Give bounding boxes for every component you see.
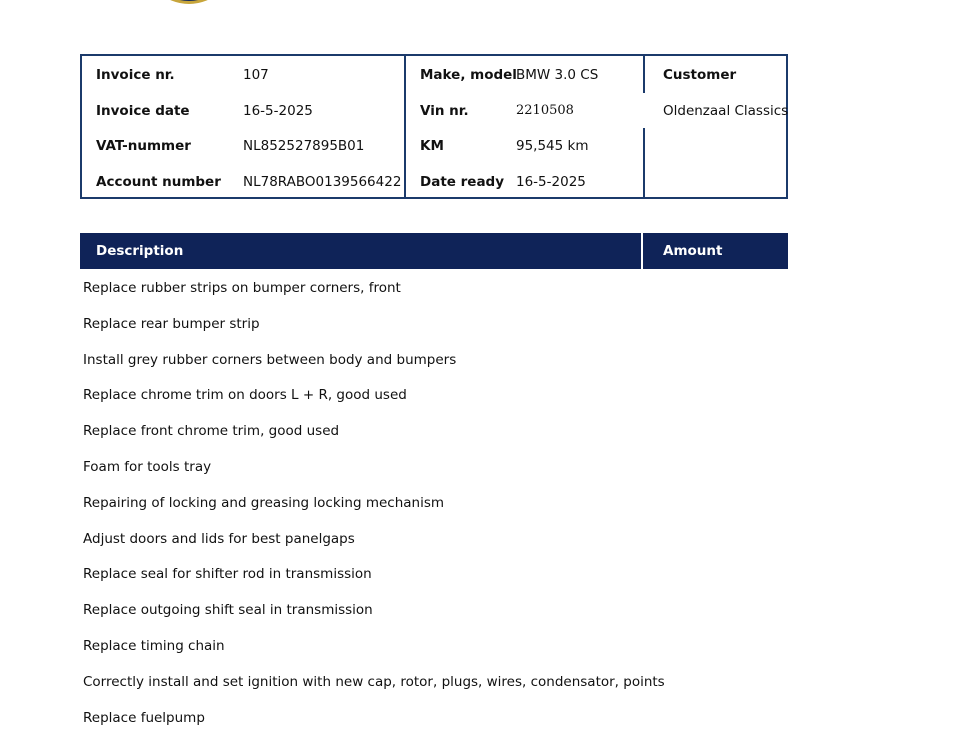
customer-name: Oldenzaal Classics	[663, 103, 789, 119]
line-item: Replace rubber strips on bumper corners, front	[83, 280, 401, 296]
column-divider	[404, 56, 406, 197]
company-logo	[143, 0, 235, 4]
line-item: Correctly install and set ignition with new cap, rotor, plugs, wires, condensator, points	[83, 673, 665, 690]
line-item: Repairing of locking and greasing locking mechanism	[83, 494, 445, 511]
line-item: Foam for tools tray	[83, 458, 212, 475]
invoice-nr-value: 107	[243, 67, 269, 83]
invoice-info-box	[80, 54, 788, 199]
line-item: Replace seal for shifter rod in transmission	[83, 566, 372, 583]
vat-label: VAT-nummer	[96, 138, 191, 154]
line-item: Replace outgoing shift seal in transmission	[83, 602, 373, 619]
line-item: Replace fuelpump	[83, 709, 205, 726]
line-item: Adjust doors and lids for best panelgaps	[83, 530, 355, 547]
invoice-date-value: 16-5-2025	[243, 103, 313, 119]
make-model-label: Make, model	[420, 67, 517, 83]
account-number-label: Account number	[96, 174, 221, 190]
column-divider	[643, 128, 645, 197]
line-item: Replace rear bumper strip	[83, 315, 260, 332]
vat-value: NL852527895B01	[243, 138, 365, 154]
line-item: Replace front chrome trim, good used	[83, 423, 340, 440]
date-ready-value: 16-5-2025	[516, 174, 586, 190]
invoice-nr-label: Invoice nr.	[96, 67, 175, 83]
amount-header: Amount	[663, 243, 723, 259]
description-header: Description	[96, 243, 184, 259]
vin-value: 2210508	[516, 103, 574, 118]
vin-label: Vin nr.	[420, 103, 469, 119]
line-items-header	[80, 233, 788, 269]
km-label: KM	[420, 138, 444, 154]
make-model-value: BMW 3.0 CS	[516, 67, 599, 83]
invoice-date-label: Invoice date	[96, 103, 190, 119]
line-items-list	[83, 279, 665, 744]
line-item: Replace chrome trim on doors L + R, good used	[83, 387, 407, 404]
line-item: Replace timing chain	[83, 637, 225, 654]
km-value: 95,545 km	[516, 138, 589, 154]
date-ready-label: Date ready	[420, 174, 505, 190]
header-divider	[641, 233, 643, 269]
customer-label: Customer	[663, 67, 737, 83]
column-divider	[643, 56, 645, 93]
account-number-value: NL78RABO0139566422	[243, 174, 402, 190]
line-item: Install grey rubber corners between body and bumpers	[83, 351, 457, 368]
